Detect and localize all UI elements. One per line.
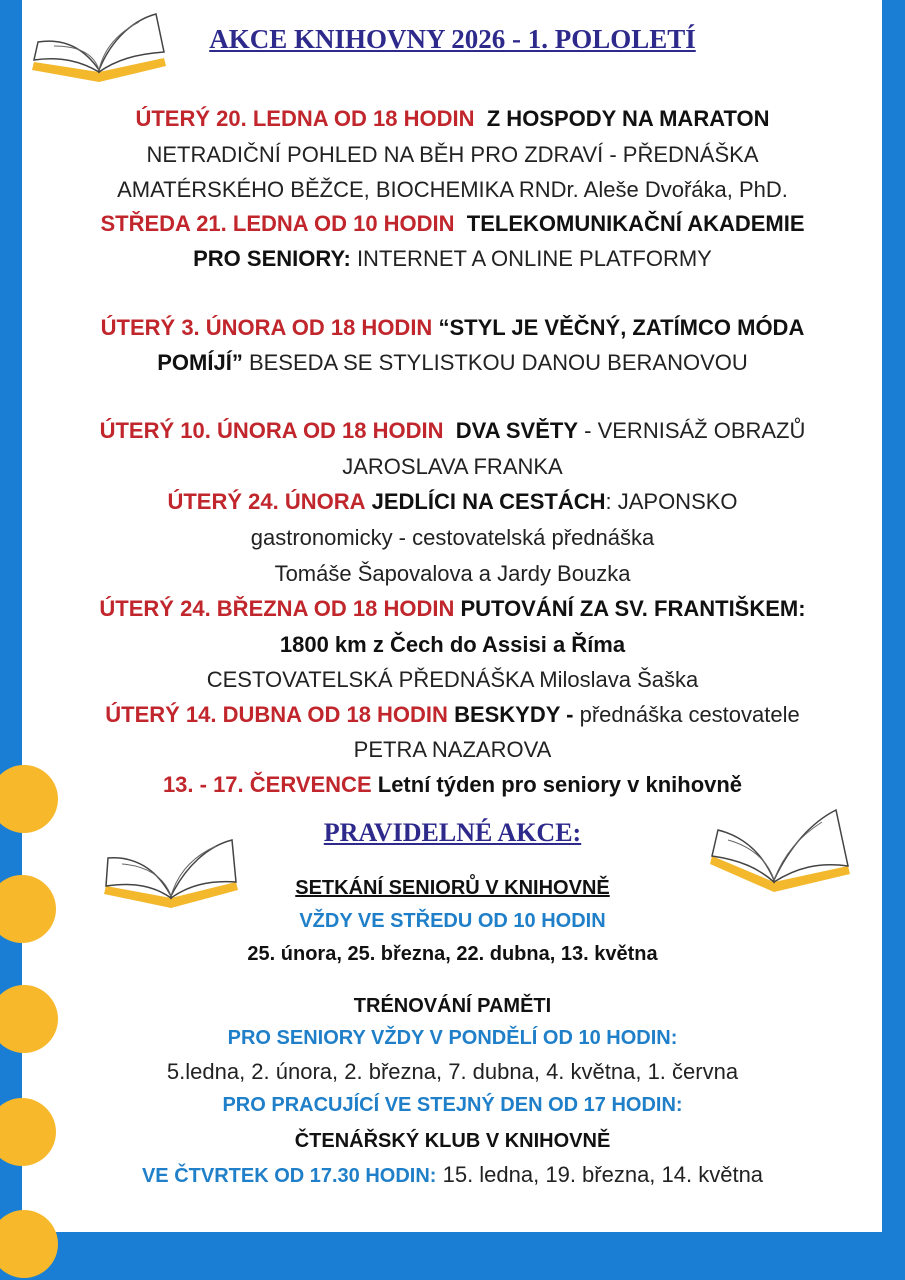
event-date: ÚTERÝ 14. DUBNA OD 18 HODIN	[105, 702, 448, 727]
event-date: ÚTERÝ 20. LEDNA OD 18 HODIN	[135, 106, 475, 131]
event-name: DVA SVĚTY	[455, 418, 579, 443]
event-name: Z HOSPODY NA MARATON	[486, 106, 770, 131]
regular-event-dates: 5.ledna, 2. února, 2. března, 7. dubna, 4. května, 1. června	[166, 1059, 739, 1084]
event-name: TELEKOMUNIKAČNÍ AKADEMIE	[466, 211, 805, 236]
event-2-heading	[0, 211, 905, 237]
event-name: JEDLÍCI NA CESTÁCH	[371, 489, 606, 514]
event-date: STŘEDA 21. LEDNA OD 10 HODIN	[100, 211, 455, 236]
event-2-line2	[0, 246, 905, 272]
event-name: “STYL JE VĚČNÝ, ZATÍMCO MÓDA	[438, 315, 805, 340]
event-description: Tomáše Šapovalova a Jardy Bouzka	[274, 561, 631, 586]
event-5-heading	[0, 489, 905, 515]
regular-event-dates: 15. ledna, 19. března, 14. května	[442, 1162, 764, 1187]
regular-event-title: SETKÁNÍ SENIORŮ V KNIHOVNĚ	[295, 877, 610, 899]
event-name: PUTOVÁNÍ ZA SV. FRANTIŠKEM:	[460, 596, 806, 621]
event-description: PETRA NAZAROVA	[353, 737, 552, 762]
event-6-heading	[0, 596, 905, 622]
event-date: ÚTERÝ 24. ÚNORA	[167, 489, 366, 514]
regular-event-schedule: PRO PRACUJÍCÍ VE STEJNÝ DEN OD 17 HODIN:	[222, 1094, 683, 1116]
event-name: POMÍJÍ”	[157, 350, 243, 375]
event-description: BESEDA SE STYLISTKOU DANOU BERANOVOU	[248, 350, 748, 375]
regular-event-schedule: VŽDY VE STŘEDU OD 10 HODIN	[299, 910, 606, 932]
event-name: PRO SENIORY:	[193, 246, 351, 271]
event-7-heading	[0, 702, 905, 728]
regular-event-title: TRÉNOVÁNÍ PAMĚTI	[353, 995, 552, 1017]
event-name: BESKYDY -	[454, 702, 574, 727]
event-8-heading	[0, 772, 905, 798]
event-name: 1800 km z Čech do Assisi a Říma	[279, 632, 626, 657]
event-description: CESTOVATELSKÁ PŘEDNÁŠKA Miloslava Šaška	[206, 667, 699, 692]
event-date: 13. - 17. ČERVENCE	[162, 772, 372, 797]
regular-event-dates: 25. února, 25. března, 22. dubna, 13. května	[247, 943, 658, 965]
event-4-heading	[0, 418, 905, 444]
event-description: NETRADIČNÍ POHLED NA BĚH PRO ZDRAVÍ - PŘEDNÁŠKA	[146, 142, 759, 167]
event-3-heading	[0, 315, 905, 341]
event-date: ÚTERÝ 24. BŘEZNA OD 18 HODIN	[99, 596, 455, 621]
event-description: gastronomicky - cestovatelská přednáška	[250, 525, 655, 550]
event-date: ÚTERÝ 10. ÚNORA OD 18 HODIN	[99, 418, 444, 443]
regular-event-schedule: VE ČTVRTEK OD 17.30 HODIN:	[141, 1165, 437, 1187]
event-description: - VERNISÁŽ OBRAZŮ	[584, 418, 806, 443]
regular-event-schedule: PRO SENIORY VŽDY V PONDĚLÍ OD 10 HODIN:	[227, 1027, 678, 1049]
regular-section-heading: PRAVIDELNÉ AKCE:	[323, 818, 582, 847]
regular-event-title: ČTENÁŘSKÝ KLUB V KNIHOVNĚ	[294, 1130, 611, 1152]
event-description: : JAPONSKO	[605, 489, 738, 514]
event-date: ÚTERÝ 3. ÚNORA OD 18 HODIN	[100, 315, 433, 340]
regular-event-3-details	[0, 1162, 905, 1188]
event-description: INTERNET A ONLINE PLATFORMY	[356, 246, 712, 271]
event-description: JAROSLAVA FRANKA	[342, 454, 563, 479]
event-name: Letní týden pro seniory v knihovně	[377, 772, 743, 797]
page-title: AKCE KNIHOVNY 2026 - 1. POLOLETÍ	[209, 24, 696, 54]
event-1-heading	[0, 106, 905, 132]
event-3-line2	[0, 350, 905, 376]
event-description: AMATÉRSKÉHO BĚŽCE, BIOCHEMIKA RNDr. Aleše Dvořáka, PhD.	[117, 177, 788, 202]
event-description: přednáška cestovatele	[579, 702, 800, 727]
